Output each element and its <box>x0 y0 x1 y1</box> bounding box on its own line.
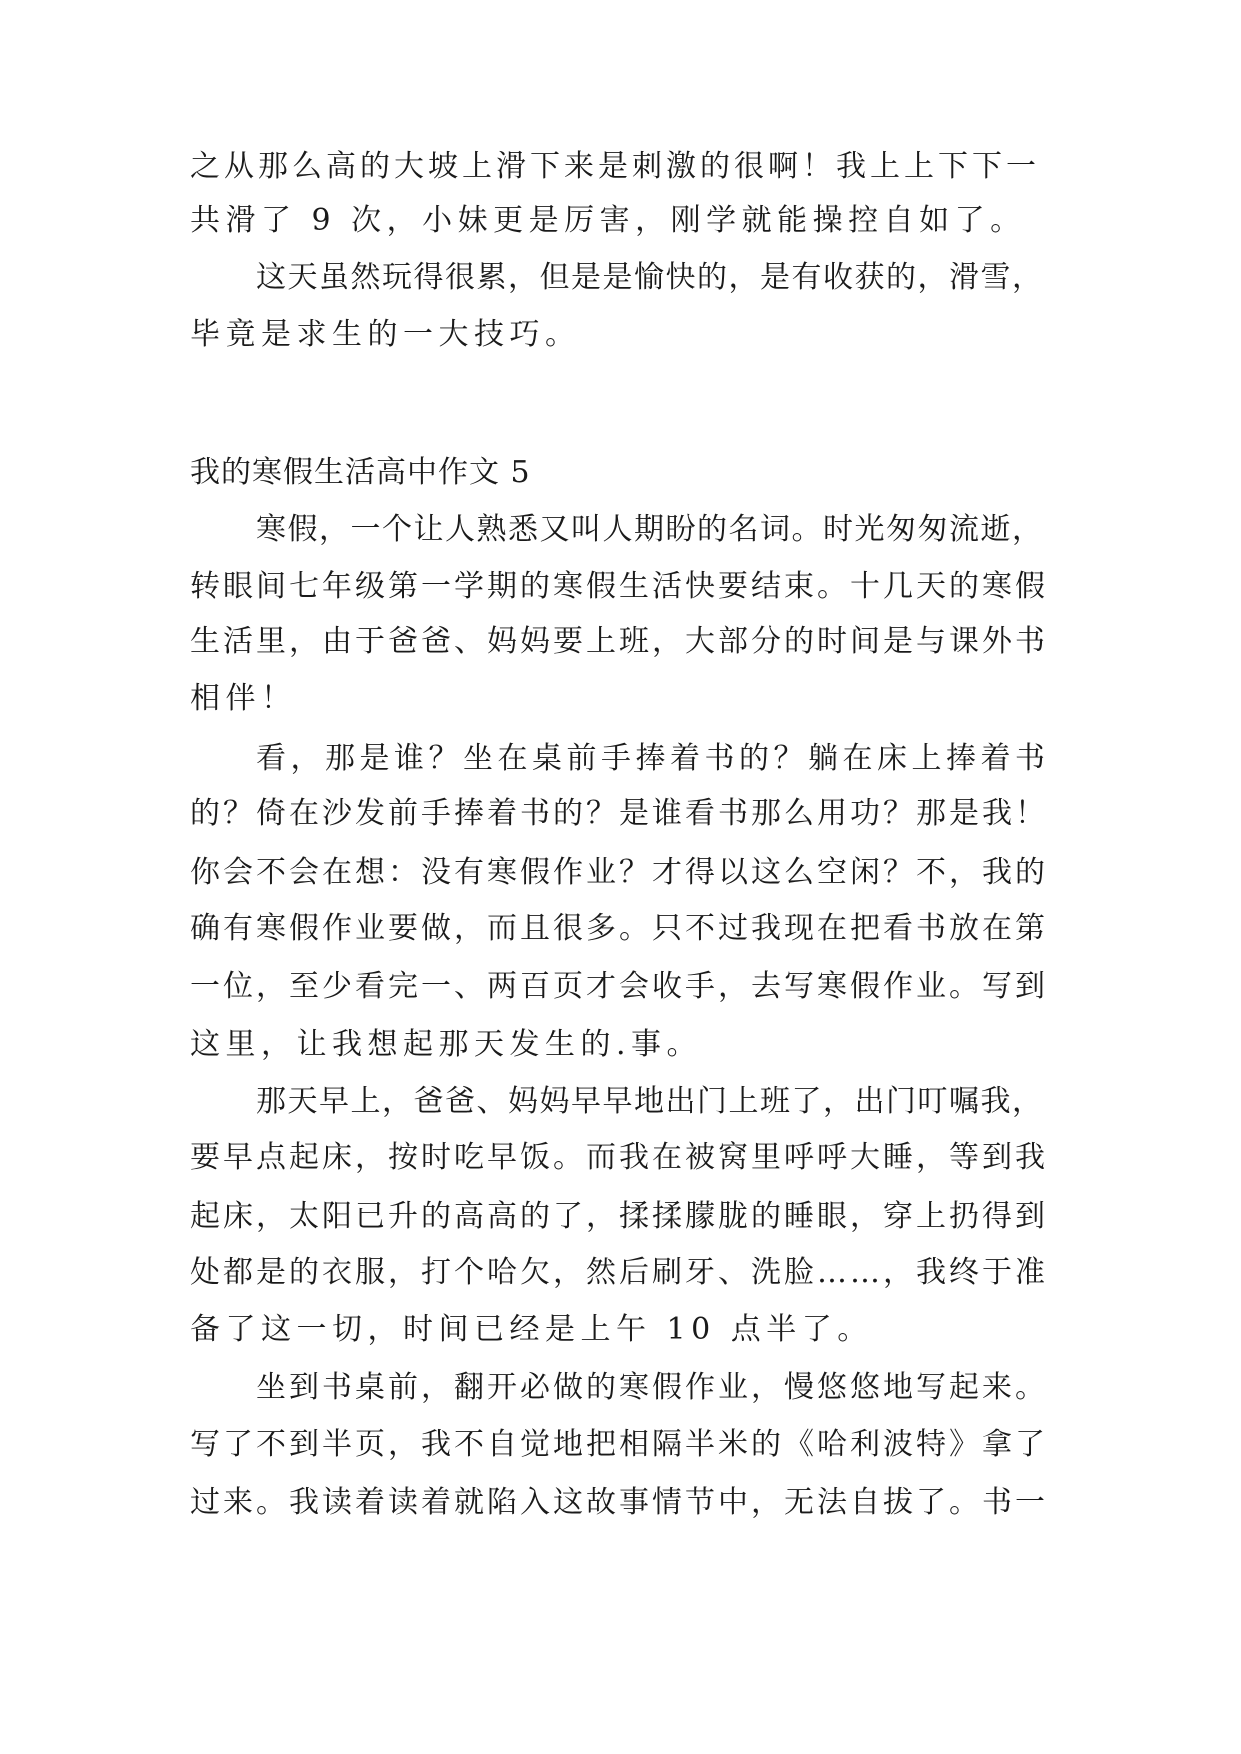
text-line: 处都是的衣服，打个哈欠，然后刷牙、洗脸……，我终于准 <box>190 1255 1048 1290</box>
text-line: 这里，让我想起那天发生的.事。 <box>190 1027 703 1062</box>
text-line: 之从那么高的大坡上滑下来是刺激的很啊！我上上下下一 <box>190 149 1040 184</box>
text-line: 寒假，一个让人熟悉又叫人期盼的名词。时光匆匆流逝， <box>256 512 1044 547</box>
text-line: 生活里，由于爸爸、妈妈要上班，大部分的时间是与课外书 <box>190 624 1048 659</box>
text-line: 那天早上，爸爸、妈妈早早地出门上班了，出门叮嘱我， <box>256 1084 1044 1119</box>
text-line: 毕竟是求生的一大技巧。 <box>190 317 581 352</box>
text-line: 看，那是谁？坐在桌前手捧着书的？躺在床上捧着书 <box>256 741 1050 776</box>
text-line: 这天虽然玩得很累，但是是愉快的，是有收获的，滑雪， <box>256 260 1044 295</box>
text-line: 起床，太阳已升的高高的了，揉揉朦胧的睡眼，穿上扔得到 <box>190 1199 1048 1234</box>
text-line: 要早点起床，按时吃早饭。而我在被窝里呼呼大睡，等到我 <box>190 1140 1048 1175</box>
text-line: 一位，至少看完一、两百页才会收手，去写寒假作业。写到 <box>190 969 1048 1004</box>
text-line: 确有寒假作业要做，而且很多。只不过我现在把看书放在第 <box>190 911 1048 946</box>
text-line: 相伴！ <box>190 681 297 716</box>
text-line: 的？倚在沙发前手捧着书的？是谁看书那么用功？那是我！ <box>190 796 1048 831</box>
text-line: 转眼间七年级第一学期的寒假生活快要结束。十几天的寒假 <box>190 569 1048 604</box>
section-heading: 我的寒假生活高中作文 5 <box>190 455 531 490</box>
text-line: 坐到书桌前，翻开必做的寒假作业，慢悠悠地写起来。 <box>256 1370 1048 1405</box>
text-line: 你会不会在想：没有寒假作业？才得以这么空闲？不，我的 <box>190 855 1048 890</box>
text-line: 写了不到半页，我不自觉地把相隔半米的《哈利波特》拿了 <box>190 1427 1048 1462</box>
text-line: 过来。我读着读着就陷入这故事情节中，无法自拔了。书一 <box>190 1485 1048 1520</box>
text-line: 备了这一切，时间已经是上午 10 点半了。 <box>190 1312 873 1347</box>
text-line: 共滑了 9 次，小妹更是厉害，刚学就能操控自如了。 <box>190 203 1026 238</box>
